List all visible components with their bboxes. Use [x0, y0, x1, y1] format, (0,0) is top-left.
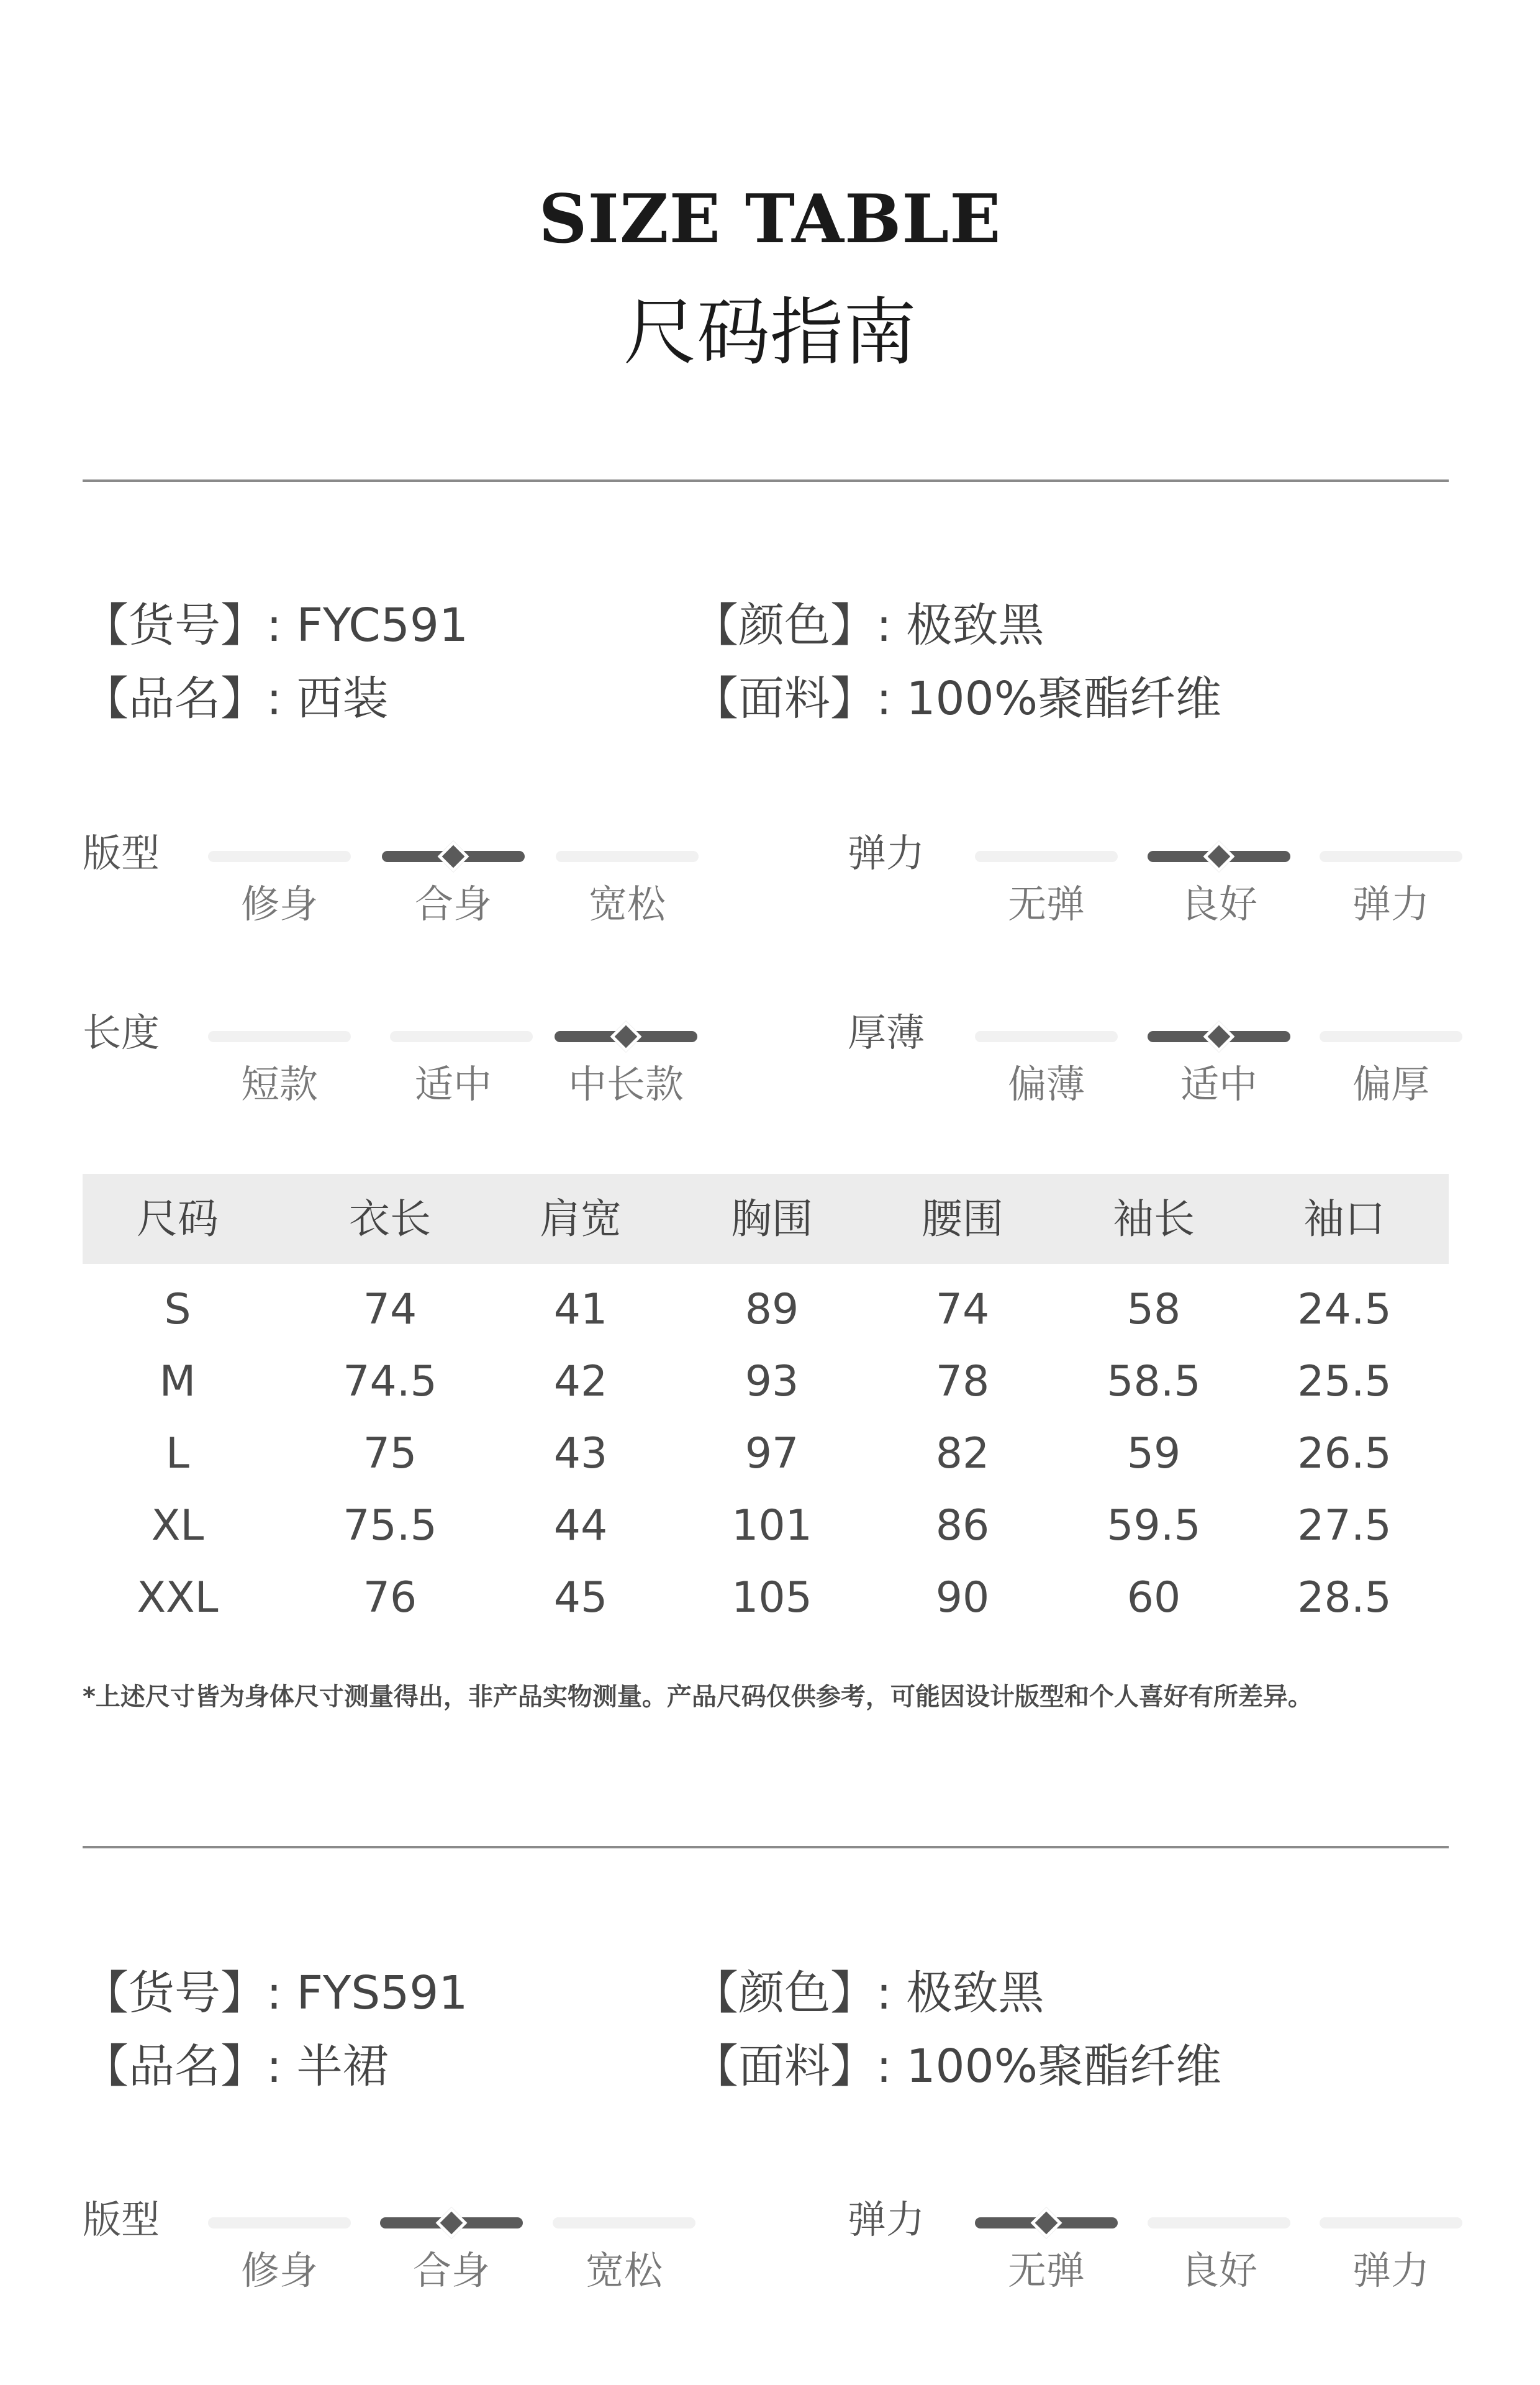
- stretch-track-none: [975, 851, 1118, 862]
- column-header-chest: 胸围: [731, 1195, 813, 1243]
- length-option-short: 短款: [240, 1061, 318, 1107]
- length-option-midlong: 中长款: [568, 1061, 684, 1107]
- thickness-option-medium: 适中: [1180, 1061, 1257, 1107]
- divider-middle: [83, 1846, 1449, 1848]
- stretch-option-high-2: 弹力: [1352, 2248, 1429, 2293]
- table-cell-sleeve-length: 60: [1126, 1573, 1181, 1622]
- title-english: SIZE TABLE: [538, 180, 1002, 258]
- fit-option-slim-2: 修身: [240, 2248, 318, 2293]
- thickness-option-thin: 偏薄: [1007, 1061, 1085, 1107]
- table-cell-cuff: 25.5: [1297, 1357, 1392, 1406]
- stretch-option-high: 弹力: [1352, 881, 1429, 927]
- divider-top: [83, 479, 1449, 482]
- table-cell-shoulder: 41: [553, 1285, 608, 1334]
- attr-fit-label: 版型: [83, 830, 160, 876]
- table-cell-cuff: 27.5: [1297, 1501, 1392, 1550]
- table-cell-cuff: 26.5: [1297, 1429, 1392, 1478]
- column-header-shoulder: 肩宽: [540, 1195, 622, 1243]
- column-header-size: 尺码: [137, 1195, 219, 1243]
- size-table-header: [83, 1174, 1449, 1264]
- length-track-midlong-selected: [555, 1031, 697, 1042]
- column-header-length: 衣长: [349, 1195, 431, 1243]
- table-cell-chest: 89: [745, 1285, 799, 1334]
- column-header-cuff: 袖口: [1303, 1195, 1385, 1243]
- table-cell-size: S: [164, 1285, 191, 1334]
- table-cell-size: L: [166, 1429, 189, 1478]
- table-cell-shoulder: 43: [553, 1429, 608, 1478]
- fit-option-regular-2: 合身: [412, 2248, 490, 2293]
- stretch-track-none-selected-2: [975, 2217, 1118, 2228]
- fabric-info: 【面料】: 100%聚酯纤维: [692, 672, 1222, 725]
- fit-track-loose: [556, 851, 699, 862]
- attr-length-label: 长度: [83, 1010, 160, 1055]
- table-cell-length: 75: [363, 1429, 417, 1478]
- table-cell-waist: 82: [935, 1429, 990, 1478]
- table-cell-chest: 93: [745, 1357, 799, 1406]
- table-cell-waist: 78: [935, 1357, 990, 1406]
- thickness-option-thick: 偏厚: [1352, 1061, 1429, 1107]
- table-cell-shoulder: 44: [553, 1501, 608, 1550]
- table-cell-sleeve-length: 58: [1126, 1285, 1181, 1334]
- fabric-info-2: 【面料】: 100%聚酯纤维: [692, 2040, 1222, 2093]
- item-number-2: 【货号】: FYS591: [83, 1966, 468, 2020]
- table-cell-size: XXL: [137, 1573, 219, 1622]
- column-header-sleeve-length: 袖长: [1113, 1195, 1195, 1243]
- stretch-track-high-2: [1320, 2217, 1462, 2228]
- attr-stretch-label-2: 弹力: [848, 2197, 925, 2242]
- length-option-medium: 适中: [414, 1061, 492, 1107]
- fit-track-slim: [208, 851, 351, 862]
- fit-option-loose: 宽松: [588, 881, 666, 927]
- table-cell-chest: 105: [732, 1573, 812, 1622]
- table-cell-sleeve-length: 59: [1126, 1429, 1181, 1478]
- stretch-option-none-2: 无弹: [1007, 2248, 1085, 2293]
- color-info-2: 【颜色】: 极致黑: [692, 1966, 1044, 2020]
- table-cell-chest: 101: [732, 1501, 812, 1550]
- table-cell-waist: 74: [935, 1285, 990, 1334]
- table-cell-cuff: 28.5: [1297, 1573, 1392, 1622]
- color-info: 【颜色】: 极致黑: [692, 599, 1044, 652]
- stretch-option-good: 良好: [1180, 881, 1257, 927]
- length-track-medium: [390, 1031, 533, 1042]
- table-cell-length: 74.5: [343, 1357, 437, 1406]
- fit-track-loose-2: [553, 2217, 695, 2228]
- length-track-short: [208, 1031, 351, 1042]
- thickness-track-thin: [975, 1031, 1118, 1042]
- table-cell-waist: 86: [935, 1501, 990, 1550]
- fit-track-regular-selected-2: [380, 2217, 523, 2228]
- table-cell-sleeve-length: 59.5: [1107, 1501, 1201, 1550]
- table-cell-waist: 90: [935, 1573, 990, 1622]
- table-cell-size: XL: [151, 1501, 204, 1550]
- fit-track-regular-selected: [382, 851, 525, 862]
- product-name-2: 【品名】: 半裙: [83, 2040, 389, 2093]
- product-name: 【品名】: 西装: [83, 672, 389, 725]
- item-number: 【货号】: FYC591: [83, 599, 469, 652]
- stretch-option-good-2: 良好: [1180, 2248, 1257, 2293]
- stretch-option-none: 无弹: [1007, 881, 1085, 927]
- fit-track-slim-2: [208, 2217, 351, 2228]
- table-cell-length: 74: [363, 1285, 417, 1334]
- fit-option-slim: 修身: [240, 881, 318, 927]
- attr-thickness-label: 厚薄: [848, 1010, 925, 1055]
- table-cell-shoulder: 45: [553, 1573, 608, 1622]
- table-cell-size: M: [159, 1357, 196, 1406]
- stretch-track-good-selected: [1148, 851, 1290, 862]
- table-cell-chest: 97: [745, 1429, 799, 1478]
- attr-fit-label-2: 版型: [83, 2197, 160, 2242]
- stretch-track-good-2: [1148, 2217, 1290, 2228]
- fit-option-loose-2: 宽松: [585, 2248, 663, 2293]
- disclaimer-note: *上述尺寸皆为身体尺寸测量得出，非产品实物测量。产品尺码仅供参考，可能因设计版型和个人喜好有所差异。: [83, 1683, 1313, 1711]
- table-cell-sleeve-length: 58.5: [1107, 1357, 1201, 1406]
- table-cell-shoulder: 42: [553, 1357, 608, 1406]
- table-cell-length: 76: [363, 1573, 417, 1622]
- attr-stretch-label: 弹力: [848, 830, 925, 876]
- fit-option-regular: 合身: [414, 881, 492, 927]
- column-header-waist: 腰围: [922, 1195, 1003, 1243]
- stretch-track-high: [1320, 851, 1462, 862]
- table-cell-length: 75.5: [343, 1501, 437, 1550]
- title-chinese: 尺码指南: [623, 289, 917, 375]
- thickness-track-medium-selected: [1148, 1031, 1290, 1042]
- thickness-track-thick: [1320, 1031, 1462, 1042]
- table-cell-cuff: 24.5: [1297, 1285, 1392, 1334]
